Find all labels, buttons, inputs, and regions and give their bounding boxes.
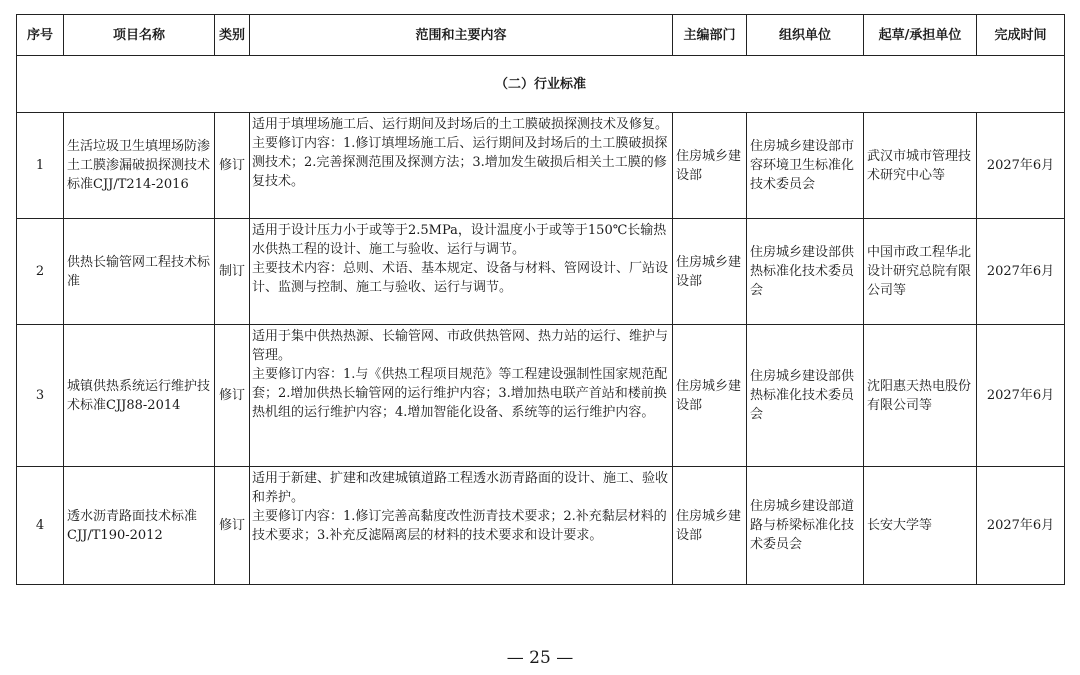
row-content-text: 主要修订内容：1.修订填埋场施工后、运行期间及封场后的土工膜破损探测技术；2.完善探测范围及探测方法；3.增加发生破损后相关土工膜的修复技术。 <box>252 136 668 189</box>
row-org: 住房城乡建设部供热标准化技术委员会 <box>747 219 864 325</box>
row-content-text: 主要修订内容：1.修订完善高黏度改性沥青技术要求；2.补充黏层材料的技术要求；3.补充反滤隔离层的材料的技术要求和设计要求。 <box>252 509 667 543</box>
row-category: 修订 <box>215 325 250 467</box>
row-scope <box>250 113 673 219</box>
row-org: 住房城乡建设部供热标准化技术委员会 <box>747 325 864 467</box>
row-scope-text: 适用于新建、扩建和改建城镇道路工程透水沥青路面的设计、施工、验收和养护。 <box>252 471 669 505</box>
header-date: 完成时间 <box>977 15 1065 56</box>
row-no: 4 <box>17 467 64 585</box>
row-name: 城镇供热系统运行维护技术标准CJJ88-2014 <box>64 325 215 467</box>
table-row <box>17 467 1065 585</box>
row-content-text: 主要修订内容：1.与《供热工程项目规范》等工程建设强制性国家规范配套；2.增加供热长输管网的运行维护内容；3.增加热电联产首站和楼前换热机组的运行维护内容；4.增加智能化设备、系统等的运行维护内容。 <box>252 367 668 420</box>
row-scope <box>250 219 673 325</box>
row-scope <box>250 467 673 585</box>
table-row <box>17 113 1065 219</box>
header-dept: 主编部门 <box>673 15 747 56</box>
row-org: 住房城乡建设部道路与桥梁标准化技术委员会 <box>747 467 864 585</box>
row-dept: 住房城乡建设部 <box>673 113 747 219</box>
section-row <box>17 56 1065 113</box>
row-dept: 住房城乡建设部 <box>673 467 747 585</box>
row-dept: 住房城乡建设部 <box>673 325 747 467</box>
row-category: 制订 <box>215 219 250 325</box>
row-scope <box>250 325 673 467</box>
row-drafter: 沈阳惠天热电股份有限公司等 <box>864 325 977 467</box>
page-number: — 25 — <box>506 648 574 668</box>
row-category: 修订 <box>215 467 250 585</box>
row-name: 生活垃圾卫生填埋场防渗土工膜渗漏破损探测技术标准CJJ/T214-2016 <box>64 113 215 219</box>
section-title: （二）行业标准 <box>17 56 1065 113</box>
table-row <box>17 219 1065 325</box>
header-org: 组织单位 <box>747 15 864 56</box>
row-name: 透水沥青路面技术标准CJJ/T190-2012 <box>64 467 215 585</box>
header-name: 项目名称 <box>64 15 215 56</box>
header-drafter: 起草/承担单位 <box>864 15 977 56</box>
row-date: 2027年6月 <box>977 325 1065 467</box>
row-scope-text: 适用于集中供热热源、长输管网、市政供热管网、热力站的运行、维护与管理。 <box>252 329 669 363</box>
row-dept: 住房城乡建设部 <box>673 219 747 325</box>
row-category: 修订 <box>215 113 250 219</box>
header-no: 序号 <box>17 15 64 56</box>
header-row <box>17 15 1065 56</box>
row-drafter: 中国市政工程华北设计研究总院有限公司等 <box>864 219 977 325</box>
row-no: 1 <box>17 113 64 219</box>
table-row <box>17 325 1065 467</box>
row-date: 2027年6月 <box>977 467 1065 585</box>
row-content-text: 主要技术内容：总则、术语、基本规定、设备与材料、管网设计、厂站设计、监测与控制、施工与验收、运行与调节。 <box>252 261 669 295</box>
standards-table <box>16 14 1065 585</box>
row-name: 供热长输管网工程技术标准 <box>64 219 215 325</box>
header-scope: 范围和主要内容 <box>250 15 673 56</box>
row-date: 2027年6月 <box>977 113 1065 219</box>
row-no: 3 <box>17 325 64 467</box>
row-scope-text: 适用于填埋场施工后、运行期间及封场后的土工膜破损探测技术及修复。 <box>252 117 669 132</box>
header-category: 类别 <box>215 15 250 56</box>
row-org: 住房城乡建设部市容环境卫生标准化技术委员会 <box>747 113 864 219</box>
row-scope-text: 适用于设计压力小于或等于2.5MPa，设计温度小于或等于150℃长输热水供热工程的设计、施工与验收、运行与调节。 <box>252 223 667 257</box>
row-date: 2027年6月 <box>977 219 1065 325</box>
row-drafter: 武汉市城市管理技术研究中心等 <box>864 113 977 219</box>
row-drafter: 长安大学等 <box>864 467 977 585</box>
row-no: 2 <box>17 219 64 325</box>
